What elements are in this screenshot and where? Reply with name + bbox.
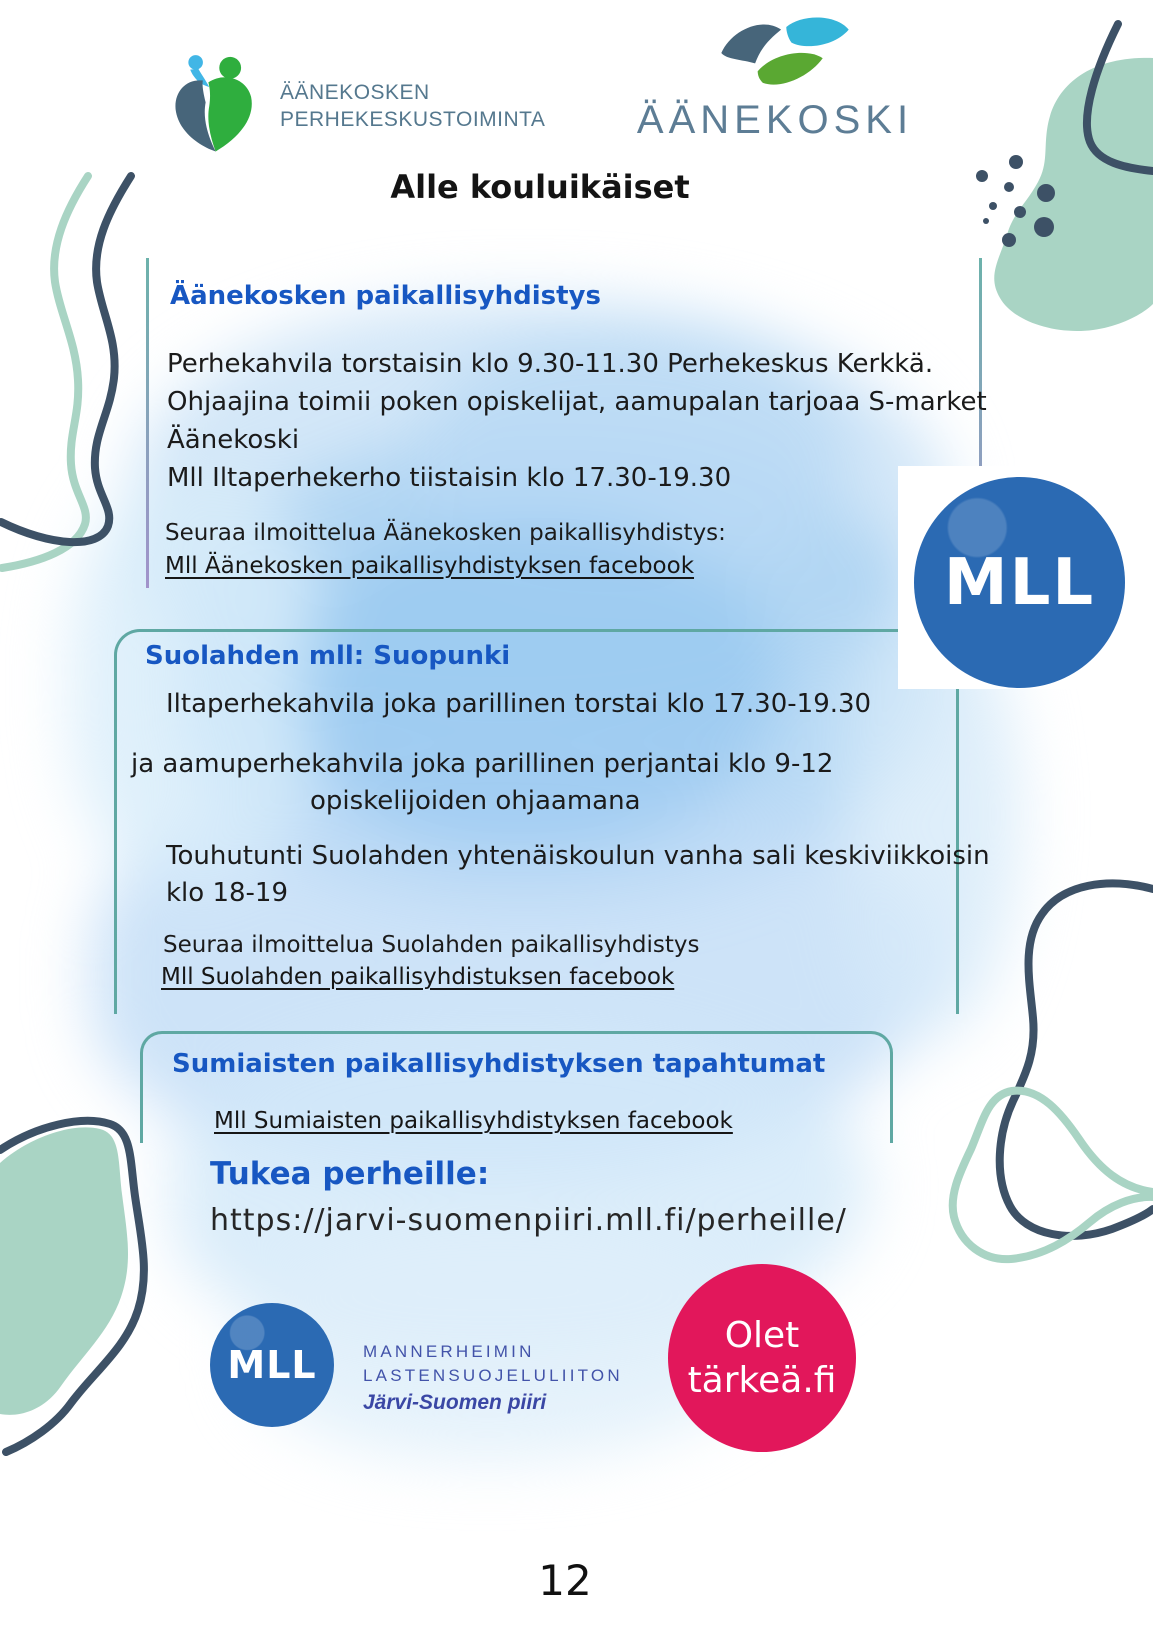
perhekeskus-line1: ÄÄNEKOSKEN	[280, 81, 430, 104]
sumiaisten-heading: Sumiaisten paikallisyhdistyksen tapahtumat	[172, 1049, 826, 1079]
aanekosken-body-line: Mll Iltaperhekerho tiistaisin klo 17.30-19.30	[167, 463, 732, 493]
olet-line2: tärkeä.fi	[687, 1360, 837, 1401]
suolahden-heading: Suolahden mll: Suopunki	[145, 641, 511, 671]
suolahden-body-line: Touhutunti Suolahden yhtenäiskoulun vanha sali keskiviikkoisin	[166, 841, 990, 871]
suolahden-body-line: opiskelijoiden ohjaamana	[310, 786, 641, 816]
aanekosken-facebook-link[interactable]: Mll Äänekosken paikallisyhdistyksen facebook	[165, 553, 695, 579]
mll-piiri-badge-icon: MLL	[210, 1303, 334, 1427]
mll-circle-icon: MLL	[914, 477, 1125, 688]
perhekeskus-heart-icon	[172, 50, 272, 162]
page-number: 12	[538, 1556, 592, 1605]
olet-line1: Olet	[724, 1315, 800, 1356]
page-title: Alle kouluikäiset	[390, 168, 690, 206]
olet-tarkea-badge	[668, 1264, 856, 1452]
mll-piiri-text	[363, 1340, 623, 1415]
suolahden-body-line: ja aamuperhekahvila joka parillinen perjantai klo 9-12	[131, 749, 834, 779]
piiri-line3: Järvi-Suomen piiri	[363, 1391, 547, 1414]
support-url-link[interactable]: https://jarvi-suomenpiiri.mll.fi/perheille/	[210, 1203, 847, 1238]
aanekosken-follow-text: Seuraa ilmoittelua Äänekosken paikallisyhdistys:	[165, 520, 726, 546]
perhekeskus-logo	[172, 50, 545, 162]
perhekeskus-line2: PERHEKESKUSTOIMINTA	[280, 108, 546, 131]
piiri-line2: LASTENSUOJELULIITON	[363, 1366, 623, 1385]
aanekoski-logo-text: ÄÄNEKOSKI	[636, 98, 914, 142]
aanekosken-heading: Äänekosken paikallisyhdistys	[170, 281, 601, 311]
suolahden-facebook-link[interactable]: Mll Suolahden paikallisyhdistuksen facebook	[161, 964, 675, 990]
support-heading: Tukea perheille:	[210, 1156, 490, 1192]
aanekoski-logo	[630, 14, 920, 143]
suolahden-follow-text: Seuraa ilmoittelua Suolahden paikallisyhdistys	[163, 932, 700, 958]
suolahden-body-line: Iltaperhekahvila joka parillinen torstai klo 17.30-19.30	[166, 689, 872, 719]
aanekosken-body	[167, 345, 987, 497]
aanekosken-body-line: Äänekoski	[167, 425, 300, 455]
suolahden-body-line: klo 18-19	[166, 878, 289, 908]
perhekeskus-logo-text	[280, 79, 545, 133]
aanekosken-body-line: Ohjaajina toimii poken opiskelijat, aamupalan tarjoaa S-market	[167, 387, 987, 417]
sumiaisten-facebook-link[interactable]: Mll Sumiaisten paikallisyhdistyksen facebook	[214, 1108, 733, 1134]
mll-logo-plate	[898, 466, 1153, 689]
piiri-line1: MANNERHEIMIN	[363, 1342, 535, 1361]
aanekosken-body-line: Perhekahvila torstaisin klo 9.30-11.30 Perhekeskus Kerkkä.	[167, 349, 934, 379]
aanekoski-swoosh-icon	[703, 14, 893, 92]
